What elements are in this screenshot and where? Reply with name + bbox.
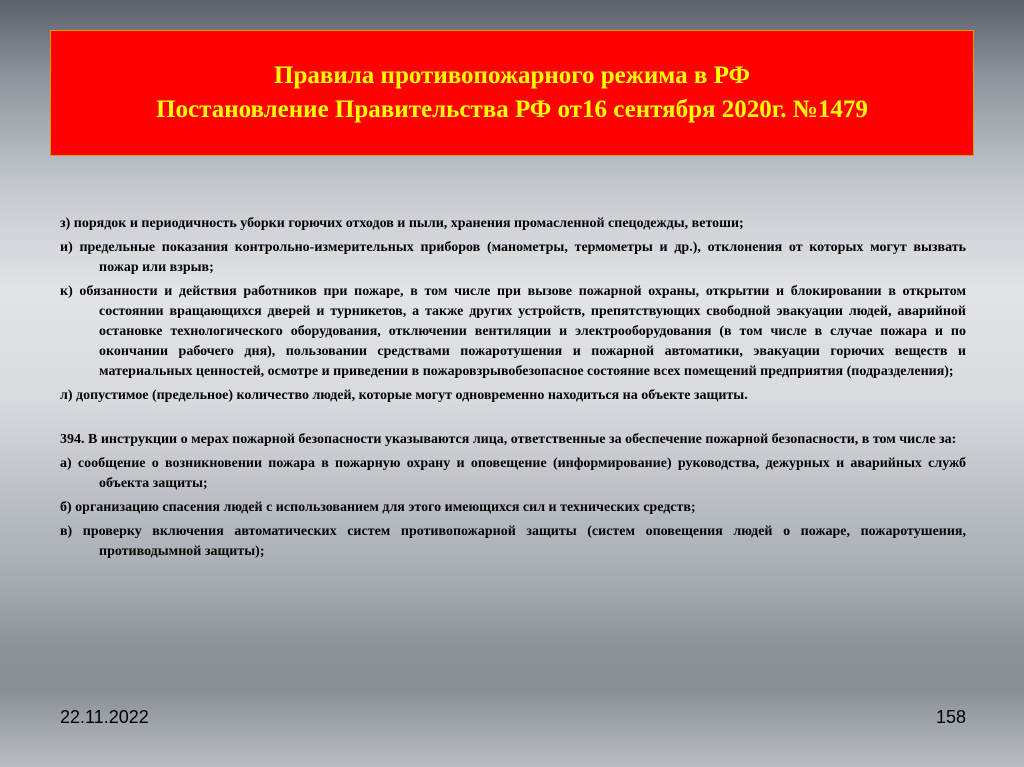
- title-banner: [50, 30, 974, 156]
- list-item-i: и) предельные показания контрольно-измерительных приборов (манометры, термометры и др.), отклонения от которых могут вызвать пожар или взрыв;: [60, 240, 966, 275]
- list-item-l: л) допустимое (предельное) количество людей, которые могут одновременно находиться на объекте защиты.: [60, 388, 748, 403]
- list-item-z: з) порядок и периодичность уборки горючих отходов и пыли, хранения промасленной спецодежды, ветоши;: [60, 216, 744, 231]
- page-number: 158: [935, 707, 966, 727]
- list-item-b: б) организацию спасения людей с использованием для этого имеющихся сил и технических средств;: [60, 500, 696, 515]
- slide-body: [60, 214, 966, 566]
- list-item-k: к) обязанности и действия работников при пожаре, в том числе при вызове пожарной охраны, открытии и блокировании в открытом состоянии вращающихся дверей и турникетов, а также других устройств, препятствующих свободной эвакуации людей, аварийной остановке технологического оборудования, отключении вентиляции и электрооборудования (в том числе в случае пожара и по окончании рабочего дня), пользовании средствами пожаротушения и пожарной автоматики, эвакуации горючих веществ и материальных ценностей, осмотре и приведении в пожаровзрывобезопасное состояние всех помещений предприятия (подразделения);: [60, 284, 966, 379]
- clause-394: 394. В инструкции о мерах пожарной безопасности указываются лица, ответственные за обеспечение пожарной безопасности, в том числе за:: [60, 432, 957, 447]
- list-item-a: а) сообщение о возникновении пожара в пожарную охрану и оповещение (информирование) руководства, дежурных и аварийных служб объекта защиты;: [60, 456, 966, 491]
- slide-subtitle: Постановление Правительства РФ от16 сентября 2020г. №1479: [156, 96, 868, 123]
- footer-date: 22.11.2022: [60, 707, 149, 727]
- list-item-v: в) проверку включения автоматических систем противопожарной защиты (систем оповещения людей о пожаре, пожаротушения, противодымной защиты);: [60, 524, 966, 559]
- slide-title: Правила противопожарного режима в РФ: [274, 62, 750, 89]
- spacer: [60, 410, 966, 430]
